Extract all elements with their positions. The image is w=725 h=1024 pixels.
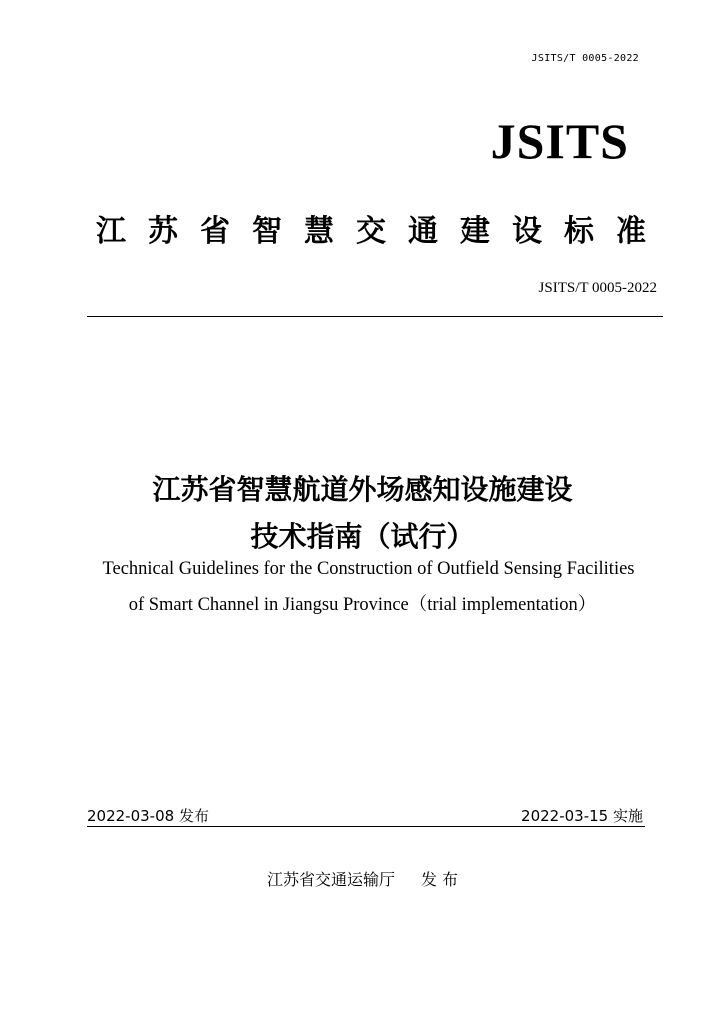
title-english-line-2: of Smart Channel in Jiangsu Province（trial implementation） bbox=[128, 595, 597, 615]
bottom-divider bbox=[87, 826, 645, 827]
series-title-char: 设 bbox=[512, 214, 542, 249]
issuer-line bbox=[0, 870, 725, 889]
series-title-char: 苏 bbox=[148, 214, 178, 249]
series-title-char: 标 bbox=[564, 214, 594, 249]
title-chinese-line-2: 技术指南（试行） bbox=[250, 520, 475, 553]
standard-acronym: JSITS bbox=[490, 113, 629, 169]
series-title-char: 通 bbox=[408, 214, 438, 249]
doc-code: JSITS/T 0005-2022 bbox=[538, 280, 657, 296]
series-title-char: 江 bbox=[96, 214, 126, 249]
doc-code-top: JSITS/T 0005-2022 bbox=[531, 53, 639, 64]
title-english-line-1: Technical Guidelines for the Construction of Outfield Sensing Facilities bbox=[102, 559, 635, 579]
series-title-char: 智 bbox=[252, 214, 282, 249]
series-title-char: 准 bbox=[616, 214, 646, 249]
top-divider bbox=[87, 316, 663, 317]
series-title-char: 省 bbox=[200, 214, 230, 249]
publish-date: 2022-03-08 发布 bbox=[87, 807, 209, 825]
series-title bbox=[96, 214, 646, 250]
title-chinese-line-1: 江苏省智慧航道外场感知设施建设 bbox=[152, 473, 573, 506]
series-title-char: 慧 bbox=[304, 214, 334, 249]
issuer-name: 江苏省交通运输厅 bbox=[266, 870, 395, 889]
series-title-char: 建 bbox=[460, 214, 490, 249]
series-title-char: 交 bbox=[356, 214, 386, 249]
implement-date: 2022-03-15 实施 bbox=[521, 807, 643, 825]
issuer-action: 发 布 bbox=[420, 870, 459, 889]
